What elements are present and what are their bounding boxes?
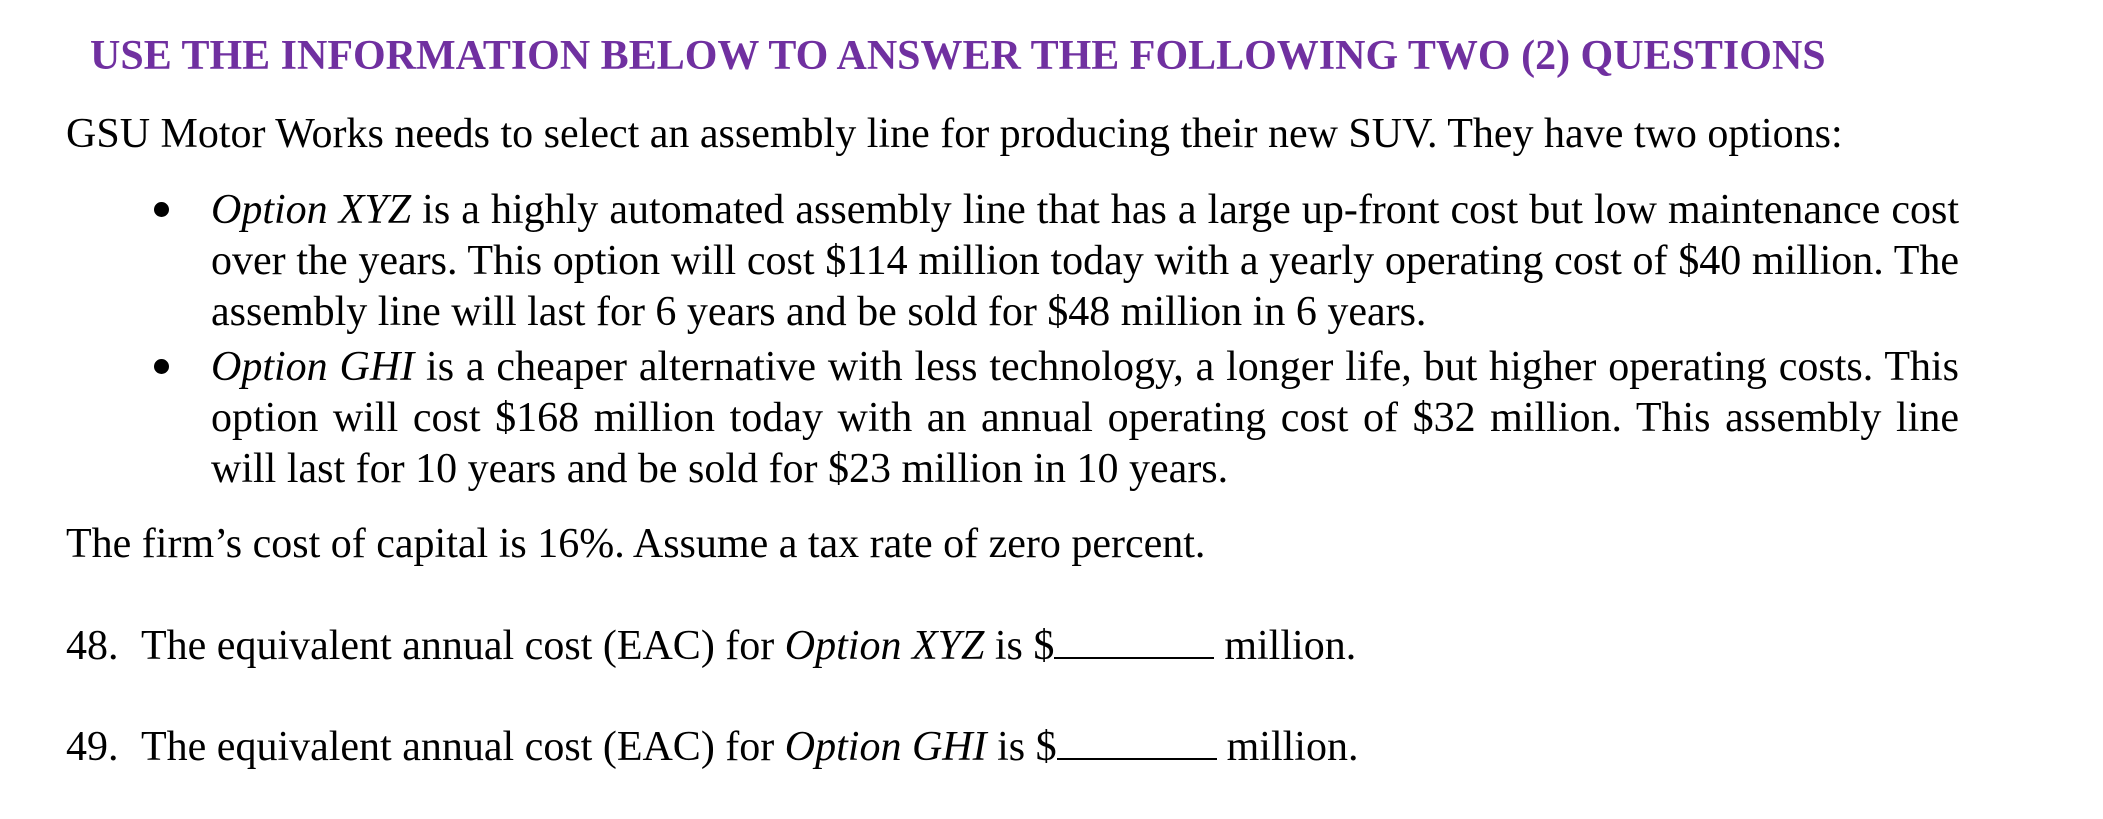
question-option: Option XYZ (784, 623, 985, 669)
bullet-icon (154, 359, 169, 374)
option-description (211, 185, 1959, 338)
question-prefix: The equivalent annual cost (EAC) for (141, 724, 785, 770)
question-48 (66, 619, 1356, 672)
question-middle: is $ (984, 623, 1055, 669)
question-suffix: million. (1224, 623, 1357, 669)
bullet-icon (154, 202, 169, 217)
cost-of-capital-paragraph: The firm’s cost of capital is 16%. Assume a tax rate of zero percent. (66, 521, 1206, 567)
question-suffix: million. (1226, 724, 1359, 770)
answer-blank[interactable] (1057, 720, 1217, 760)
section-heading: USE THE INFORMATION BELOW TO ANSWER THE FOLLOWING TWO (2) QUESTIONS (90, 33, 1826, 79)
question-prefix: The equivalent annual cost (EAC) for (141, 623, 785, 669)
list-item (0, 185, 2103, 338)
option-name: Option GHI (211, 344, 415, 390)
option-detail: is a highly automated assembly line that has a large up-front cost but low maintenance cost over the years. This option will cost $114 million today with a yearly operating cost of $40 million. The assembly line will last for 6 years and be sold for $48 million in 6 years. (211, 187, 1959, 335)
option-description (211, 342, 1959, 495)
answer-blank[interactable] (1054, 619, 1214, 659)
question-middle: is $ (986, 724, 1057, 770)
options-list (0, 185, 2103, 495)
question-49 (66, 720, 1358, 773)
list-item (0, 342, 2103, 495)
question-number: 49. (66, 724, 119, 770)
option-name: Option XYZ (211, 187, 412, 233)
question-number: 48. (66, 623, 119, 669)
intro-paragraph: GSU Motor Works needs to select an assembly line for producing their new SUV. They have two options: (66, 111, 1843, 157)
option-detail: is a cheaper alternative with less technology, a longer life, but higher operating costs. This option will cost $168 million today with an annual operating cost of $32 million. This assembly line will last for 10 years and be sold for $23 million in 10 years. (211, 344, 1959, 492)
question-option: Option GHI (784, 724, 987, 770)
